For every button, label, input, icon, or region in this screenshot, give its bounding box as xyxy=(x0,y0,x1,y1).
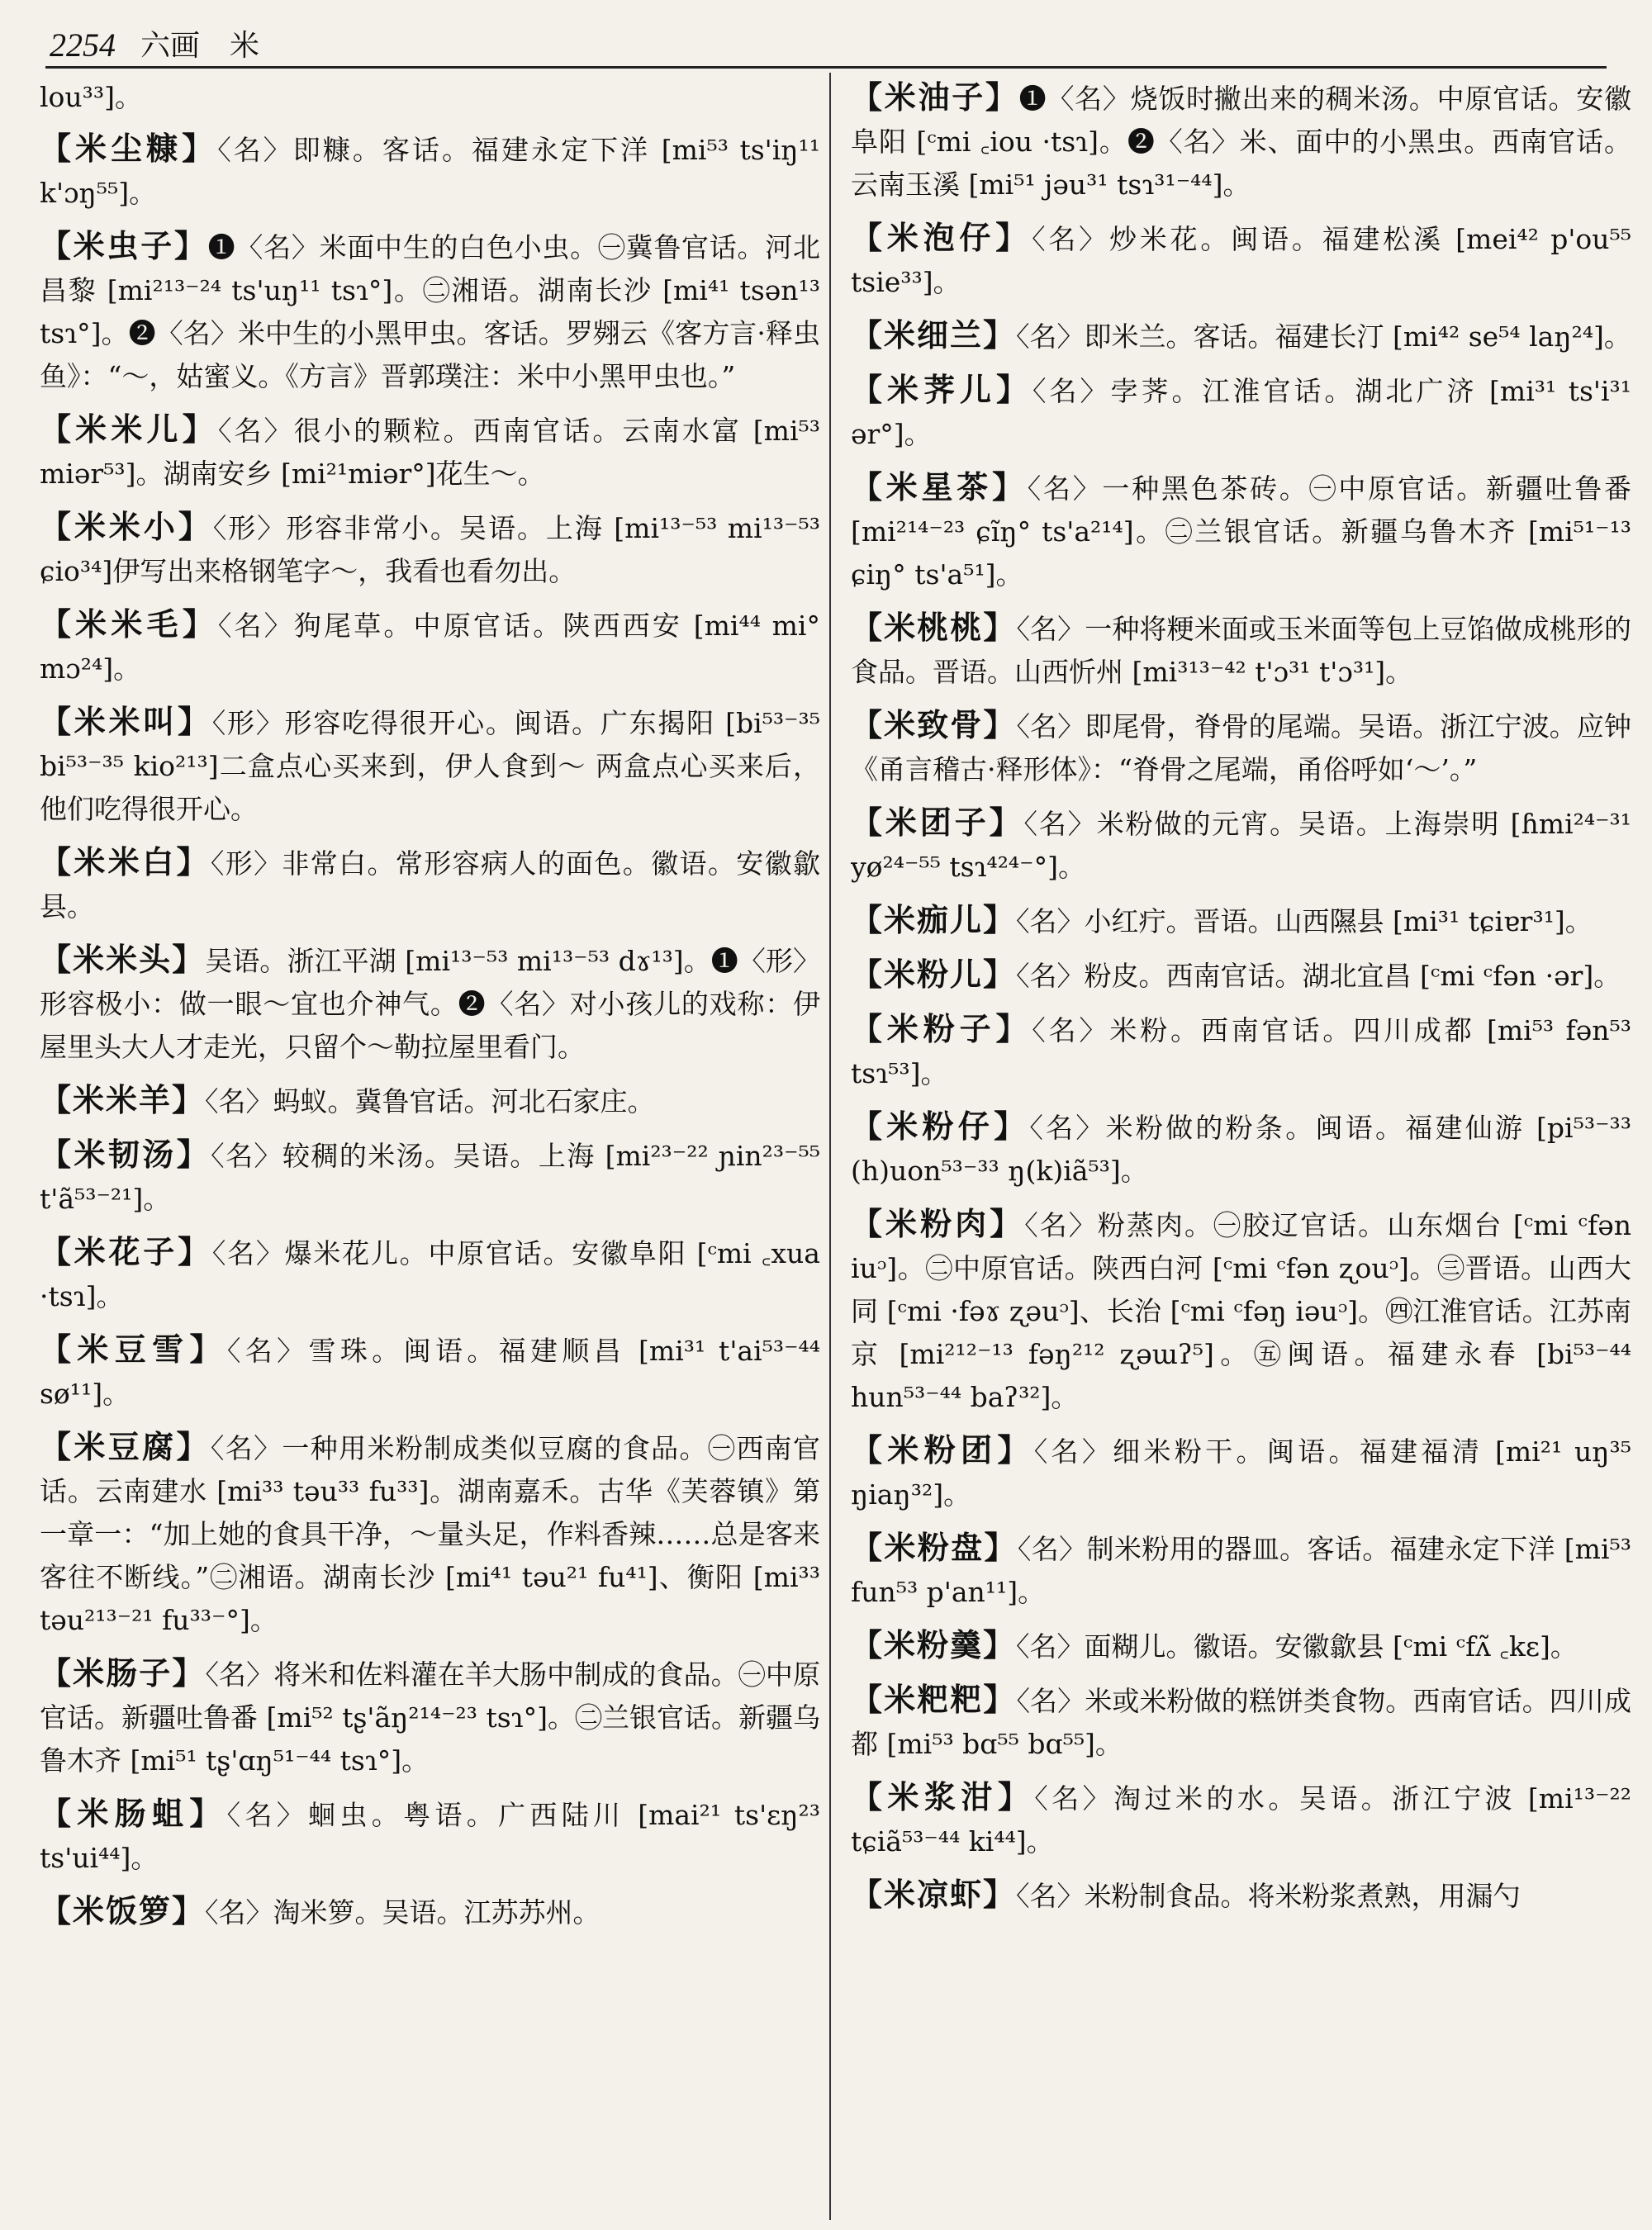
dictionary-entry xyxy=(40,408,820,496)
entry-definition: 〈名〉蛔虫。粤语。广西陆川 [mai²¹ ts'ɛŋ²³ ts'ui⁴⁴]。 xyxy=(40,1799,820,1874)
dictionary-entry xyxy=(851,606,1631,694)
dictionary-entry xyxy=(40,1426,820,1642)
entry-headword: 【 米米毛 】 xyxy=(40,605,218,643)
dictionary-entry xyxy=(40,1890,820,1934)
entry-headword: 【 米粉羹 】 xyxy=(851,1626,1016,1663)
entry-definition: 〈名〉细米粉干。闽语。福建福清 [mi²¹ uŋ³⁵ ŋiaŋ³²]。 xyxy=(851,1435,1631,1511)
entry-definition: 吴语。浙江平湖 [mi¹³⁻⁵³ mi¹³⁻⁵³ dɤ¹³]。❶〈形〉形容极小：做一眼～宜也介神气。❷〈名〉对小孩儿的戏称：伊屋里头大人才走光，只留个～勒拉屋里看门。 xyxy=(40,945,820,1063)
entry-definition: 〈名〉蚂蚁。冀鲁官话。河北石家庄。 xyxy=(205,1085,655,1117)
entry-definition: 〈名〉米粉。西南官话。四川成都 [mi⁵³ fən⁵³ tsɿ⁵³]。 xyxy=(851,1014,1631,1089)
entry-definition: 〈名〉粉蒸肉。㊀胶辽官话。山东烟台 [ᶜmi ᶜfən iuᵓ]。㊁中原官话。陕西白河 [ᶜmi ᶜfən ʐouᵓ]。㊂晋语。山西大同 [ᶜmi ·fəɤ ʐəuᵓ]、长治 [ᶜmi ᶜfəŋ iəuᵓ]。㊃江淮官话。江苏南京 [mi²¹²⁻¹³ fəŋ²¹² ʐəɯʔ⁵]。㊄闽语。福建永春 [bi⁵³⁻⁴⁴ hun⁵³⁻⁴⁴ baʔ³²]。 xyxy=(851,1209,1631,1413)
entry-definition: 〈形〉非常白。常形容病人的面色。徽语。安徽歙县。 xyxy=(40,847,820,923)
dictionary-entry xyxy=(40,938,820,1069)
entry-definition: 〈名〉一种将粳米面或玉米面等包上豆馅做成桃形的食品。晋语。山西忻州 [mi³¹³⁻⁴² t'ɔ³¹ t'ɔ³¹]。 xyxy=(851,613,1631,688)
entry-definition: 〈名〉很小的颗粒。西南官话。云南水富 [mi⁵³ miər⁵³]。湖南安乡 [mi²¹miər°]花生～。 xyxy=(40,415,820,490)
entry-definition: 〈名〉爆米花儿。中原官话。安徽阜阳 [ᶜmi ꜀xua ·tsɿ]。 xyxy=(40,1237,820,1312)
dictionary-entry xyxy=(851,466,1631,596)
entry-headword: 【 米豆腐 】 xyxy=(40,1428,211,1465)
dictionary-entry xyxy=(851,1776,1631,1863)
entry-headword: 【 米米儿 】 xyxy=(40,410,218,448)
dictionary-entry xyxy=(851,1203,1631,1419)
entry-definition: 〈名〉雪珠。闽语。福建顺昌 [mi³¹ t'ai⁵³⁻⁴⁴ sø¹¹]。 xyxy=(40,1335,820,1410)
entry-definition: ❶〈名〉米面中生的白色小虫。㊀冀鲁官话。河北昌黎 [mi²¹³⁻²⁴ ts'uŋ¹¹ tsɿ°]。㊁湘语。湖南长沙 [mi⁴¹ tsən¹³ tsɿ°]。❷〈名〉米中生的小黑甲虫。客话。罗翙云《客方言·释虫鱼》：“～，姑蜜义。《方言》晋郭璞注：米中小黑甲虫也。” xyxy=(40,231,820,392)
dictionary-entry xyxy=(851,899,1631,943)
entry-definition: 〈形〉形容非常小。吴语。上海 [mi¹³⁻⁵³ mi¹³⁻⁵³ ɕio³⁴]伊写出来格钢笔字～，我看也看勿出。 xyxy=(40,512,820,587)
dictionary-entry xyxy=(40,1079,820,1123)
dictionary-entry xyxy=(851,1873,1631,1918)
entry-definition: 〈名〉小红疔。晋语。山西隰县 [mi³¹ tɕiɐr³¹]。 xyxy=(1016,905,1593,937)
entry-headword: 【 米粉肉 】 xyxy=(851,1205,1024,1242)
entry-headword: 【 米油子 】 xyxy=(851,78,1019,116)
dictionary-entry xyxy=(851,1008,1631,1095)
entry-headword: 【 米肠子 】 xyxy=(40,1654,205,1691)
dictionary-entry xyxy=(851,801,1631,889)
entry-headword: 【 米痂儿 】 xyxy=(851,901,1016,938)
entry-definition: 〈名〉制米粉用的器皿。客话。福建永定下洋 [mi⁵³ fun⁵³ p'an¹¹]。 xyxy=(851,1533,1631,1608)
dictionary-entry xyxy=(851,1678,1631,1766)
dictionary-entry xyxy=(851,314,1631,358)
entry-definition: 〈名〉狗尾草。中原官话。陕西西安 [mi⁴⁴ mi° mɔ²⁴]。 xyxy=(40,610,820,685)
entry-definition: 〈名〉米或米粉做的糕饼类食物。西南官话。四川成都 [mi⁵³ bɑ⁵⁵ bɑ⁵⁵]。 xyxy=(851,1685,1631,1760)
entry-headword: 【 米米羊 】 xyxy=(40,1081,205,1118)
left-column xyxy=(40,76,820,2223)
right-column xyxy=(851,76,1631,2223)
entry-definition: 〈名〉较稠的米汤。吴语。上海 [mi²³⁻²² ɲin²³⁻⁵⁵ t'ã⁵³⁻²¹]。 xyxy=(40,1140,820,1215)
dictionary-entry xyxy=(40,1231,820,1318)
entry-headword: 【 米饭箩 】 xyxy=(40,1892,205,1929)
entry-definition: 〈名〉孛荠。江淮官话。湖北广济 [mi³¹ ts'i³¹ ər°]。 xyxy=(851,375,1631,450)
entry-headword: 【 米米头 】 xyxy=(40,941,205,978)
dictionary-entry xyxy=(40,127,820,215)
dictionary-entry xyxy=(40,603,820,690)
dictionary-entry xyxy=(851,953,1631,998)
entry-definition: 〈名〉即糠。客话。福建永定下洋 [mi⁵³ ts'iŋ¹¹ k'ɔŋ⁵⁵]。 xyxy=(40,134,820,209)
dictionary-entry xyxy=(40,1792,820,1880)
entry-headword: 【 米桃桃 】 xyxy=(851,609,1016,646)
dictionary-entry xyxy=(851,1526,1631,1614)
dictionary-entry xyxy=(40,1652,820,1782)
entry-headword: 【 米粉子 】 xyxy=(851,1010,1032,1047)
entry-headword: 【 米粉盘 】 xyxy=(851,1529,1018,1566)
header-rule xyxy=(45,66,1607,69)
entry-headword: 【 米尘糠 】 xyxy=(40,130,217,167)
page-number: 2254 xyxy=(50,26,116,64)
entry-headword: 【 米花子 】 xyxy=(40,1233,212,1270)
entry-headword: 【 米细兰 】 xyxy=(851,316,1016,353)
entry-headword: 【 米粉儿 】 xyxy=(851,956,1016,993)
entry-definition: 〈形〉形容吃得很开心。闽语。广东揭阳 [bi⁵³⁻³⁵ bi⁵³⁻³⁵ kio²¹³]二盒点心买来到，伊人食到～ 两盒点心买来后，他们吃得很开心。 xyxy=(40,707,820,825)
entry-headword: 【 米浆泔 】 xyxy=(851,1778,1034,1815)
page-header xyxy=(50,15,1602,64)
entry-headword: 【 米致骨 】 xyxy=(851,706,1016,743)
dictionary-entry xyxy=(851,368,1631,456)
entry-definition: 〈名〉将米和佐料灌在羊大肠中制成的食品。㊀中原官话。新疆吐鲁番 [mi⁵² tʂ'ãŋ²¹⁴⁻²³ tsɿ°]。㊁兰银官话。新疆乌鲁木齐 [mi⁵¹ tʂ'ɑŋ⁵¹⁻⁴⁴ tsɿ°]。 xyxy=(40,1658,820,1777)
entry-headword: 【 米星茶 】 xyxy=(851,468,1028,505)
entry-definition: 〈名〉面糊儿。徽语。安徽歙县 [ᶜmi ᶜfʌ̃ ꜀kɛ]。 xyxy=(1016,1630,1578,1663)
entry-definition: 〈名〉炒米花。闽语。福建松溪 [mei⁴² p'ou⁵⁵ tsie³³]。 xyxy=(851,223,1631,298)
dictionary-entry xyxy=(40,700,820,831)
entry-definition: 〈名〉淘米箩。吴语。江苏苏州。 xyxy=(205,1896,601,1929)
column-divider xyxy=(829,73,831,2220)
dictionary-entry xyxy=(40,1328,820,1416)
dictionary-entry xyxy=(851,1105,1631,1193)
dictionary-entry xyxy=(40,1133,820,1221)
entry-headword: 【 米凉虾 】 xyxy=(851,1876,1016,1913)
entry-headword: 【 米米小 】 xyxy=(40,508,213,545)
entry-headword: 【 米肠蛆 】 xyxy=(40,1795,227,1832)
dictionary-entry xyxy=(40,505,820,593)
entry-definition: 〈名〉即米兰。客话。福建长汀 [mi⁴² se⁵⁴ laŋ²⁴]。 xyxy=(1016,320,1631,353)
entry-definition: 〈名〉一种用米粉制成类似豆腐的食品。㊀西南官话。云南建水 [mi³³ təu³³ fu³³]。湖南嘉禾。古华《芙蓉镇》第一章一：“加上她的食具干净，～量头足，作料香辣……总是客来客往不断线。”㊁湘语。湖南长沙 [mi⁴¹ təu²¹ fu⁴¹]、衡阳 [mi³³ təu²¹³⁻²¹ fu³³⁻°]。 xyxy=(40,1432,820,1636)
section-title: 六画 米 xyxy=(140,29,260,63)
entry-headword: 【 米粉团 】 xyxy=(851,1431,1034,1468)
dictionary-entry xyxy=(40,225,820,398)
entry-definition: 〈名〉米粉做的粉条。闽语。福建仙游 [pi⁵³⁻³³ (h)uon⁵³⁻³³ ŋ(k)iã⁵³]。 xyxy=(851,1112,1631,1187)
dictionary-entry xyxy=(40,841,820,928)
entry-headword: 【 米韧汤 】 xyxy=(40,1136,211,1173)
dictionary-entry xyxy=(851,1429,1631,1516)
entry-headword: 【 米粑粑 】 xyxy=(851,1681,1016,1718)
entry-definition: 〈名〉米粉做的元宵。吴语。上海崇明 [ɦmi²⁴⁻³¹ yø²⁴⁻⁵⁵ tsɿ⁴²⁴⁻°]。 xyxy=(851,808,1631,883)
entry-definition: 〈名〉一种黑色茶砖。㊀中原官话。新疆吐鲁番 [mi²¹⁴⁻²³ ɕĩŋ° ts'a²¹⁴]。㊁兰银官话。新疆乌鲁木齐 [mi⁵¹⁻¹³ ɕiŋ° ts'a⁵¹]。 xyxy=(851,472,1631,591)
entry-definition: 〈名〉淘过米的水。吴语。浙江宁波 [mi¹³⁻²² tɕiã⁵³⁻⁴⁴ ki⁴⁴]。 xyxy=(851,1782,1631,1858)
entry-definition: ❶〈名〉烧饭时撇出来的稠米汤。中原官话。安徽阜阳 [ᶜmi ꜀iou ·tsɿ]。❷〈名〉米、面中的小黑虫。西南官话。云南玉溪 [mi⁵¹ jəu³¹ tsɿ³¹⁻⁴⁴]。 xyxy=(851,83,1631,201)
entry-headword: 【 米粉仔 】 xyxy=(851,1108,1029,1145)
entry-definition: 〈名〉即尾骨，脊骨的尾端。吴语。浙江宁波。应钟《甬言稽古·释形体》：“脊骨之尾端，甬俗呼如‘～’。” xyxy=(851,710,1631,785)
dictionary-entry xyxy=(851,216,1631,304)
dictionary-entry xyxy=(851,1624,1631,1668)
dictionary-entry xyxy=(851,76,1631,206)
entry-headword: 【 米泡仔 】 xyxy=(851,219,1032,256)
entry-definition: 〈名〉粉皮。西南官话。湖北宜昌 [ᶜmi ᶜfən ·ər]。 xyxy=(1016,960,1621,992)
continuation-text: lou³³]。 xyxy=(40,81,143,113)
entry-headword: 【 米团子 】 xyxy=(851,804,1024,841)
entry-headword: 【 米荠儿 】 xyxy=(851,371,1032,408)
entry-definition: 〈名〉米粉制食品。将米粉浆煮熟，用漏勺 xyxy=(1016,1880,1521,1912)
entry-headword: 【 米米白 】 xyxy=(40,843,211,880)
entry-headword: 【 米豆雪 】 xyxy=(40,1331,227,1368)
dictionary-entry xyxy=(851,704,1631,791)
entry-headword: 【 米虫子 】 xyxy=(40,227,208,264)
entry-headword: 【 米米叫 】 xyxy=(40,703,212,740)
